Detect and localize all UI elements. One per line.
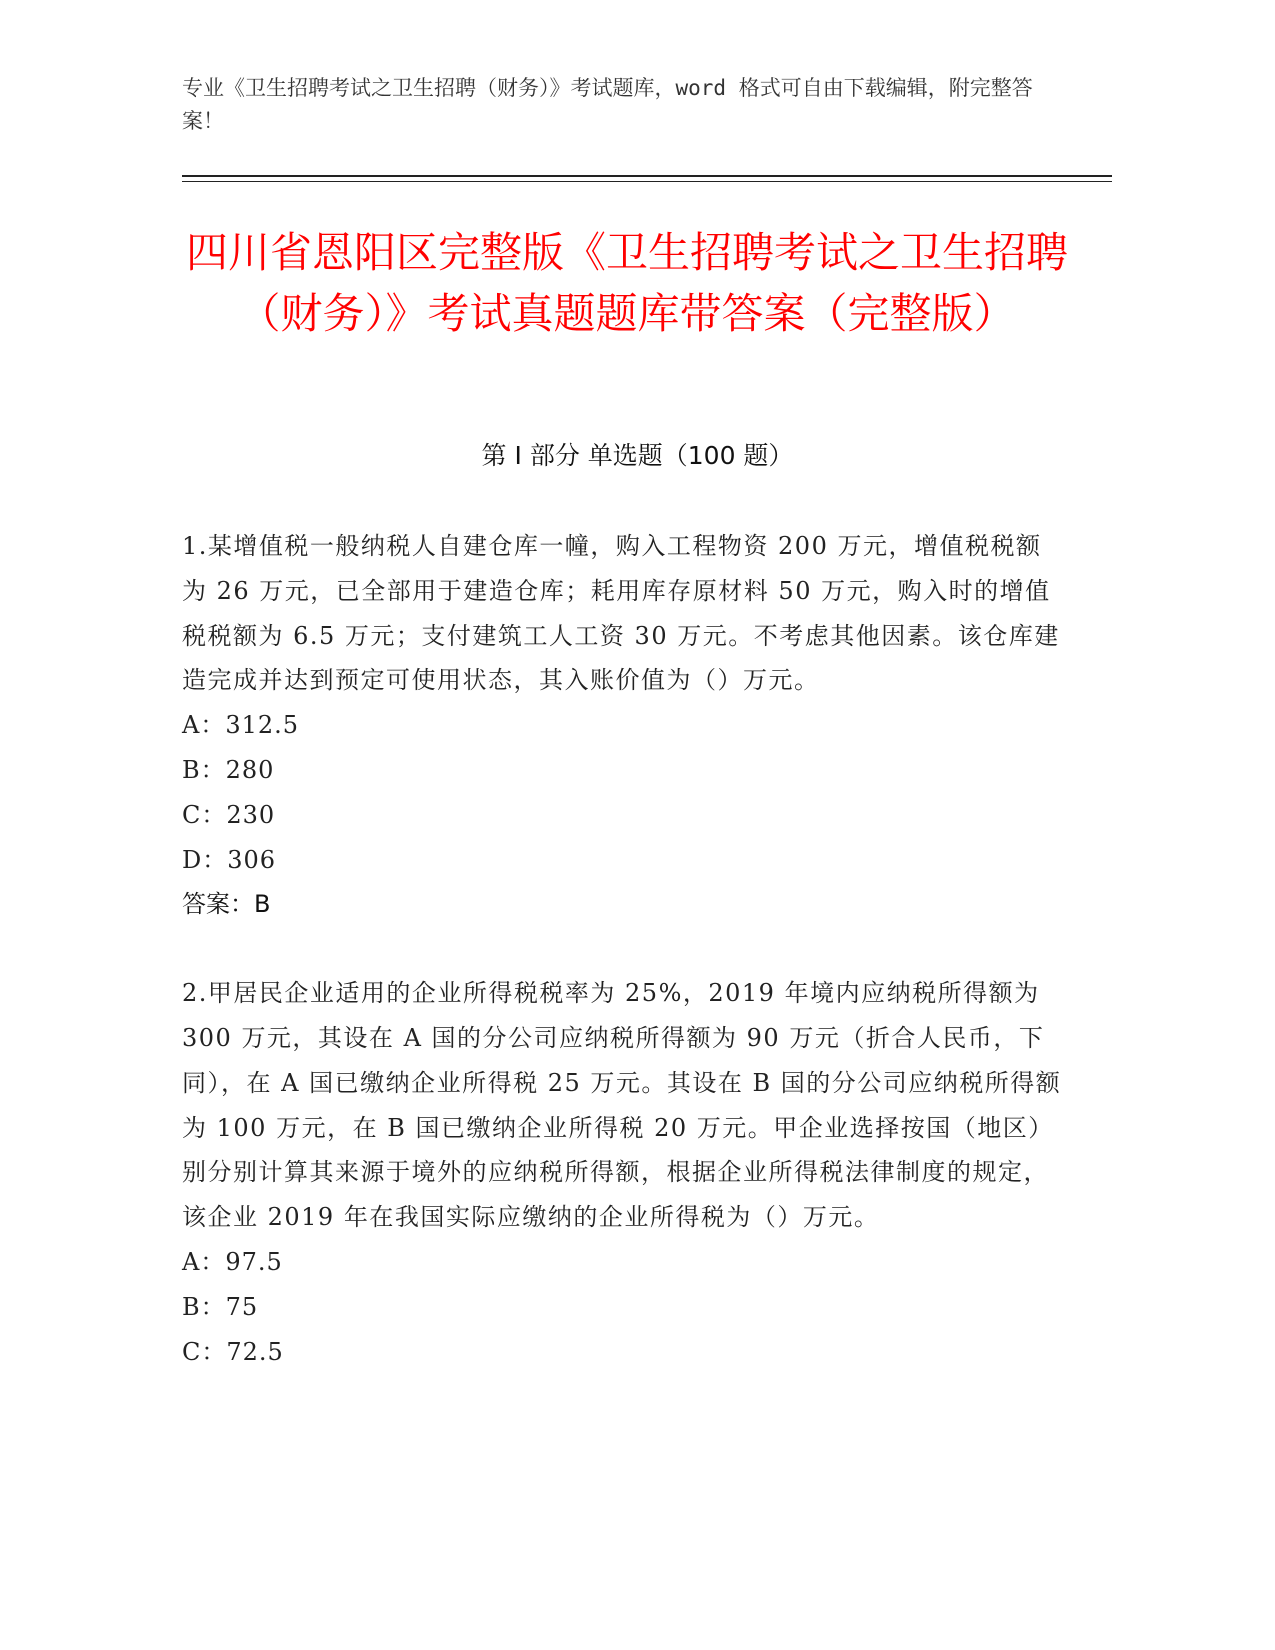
question-list <box>182 524 1062 1374</box>
option-c: C：230 <box>182 800 276 829</box>
option-b: B：280 <box>182 755 275 784</box>
header-note: 专业《卫生招聘考试之卫生招聘（财务）》考试题库，word 格式可自由下载编辑，附完整答案！ <box>182 76 1033 133</box>
question-item <box>182 971 1062 1374</box>
header-divider <box>182 175 1112 177</box>
option-c: C：72.5 <box>182 1337 284 1366</box>
header-divider-thin <box>182 181 1112 182</box>
option-b: B：75 <box>182 1292 259 1321</box>
question-answer: 答案：B <box>182 890 271 919</box>
option-a: A：97.5 <box>182 1247 283 1276</box>
question-item <box>182 524 1062 927</box>
section-title: 第 I 部分 单选题（100 题） <box>481 441 794 470</box>
document-title: 四川省恩阳区完整版《卫生招聘考试之卫生招聘（财务）》考试真题题库带答案（完整版） <box>185 228 1068 338</box>
option-d: D：306 <box>182 845 277 874</box>
question-stem: 1.某增值税一般纳税人自建仓库一幢，购入工程物资 200 万元，增值税税额为 26 万元，已全部用于建造仓库；耗用库存原材料 50 万元，购入时的增值税税额为 6.5 万元；支付建筑工人工资 30 万元。不考虑其他因素。该仓库建造完成并达到预定可使用状态，其入账价值为（）万元。 <box>182 532 1060 695</box>
question-stem: 2.甲居民企业适用的企业所得税税率为 25%，2019 年境内应纳税所得额为 300 万元，其设在 A 国的分公司应纳税所得额为 90 万元（折合人民币，下同），在 A 国已缴纳企业所得税 25 万元。其设在 B 国的分公司应纳税所得额为 100 万元，在 B 国已缴纳企业所得税 20 万元。甲企业选择按国（地区）别分别计算其来源于境外的应纳税所得额，根据企业所得税法律制度的规定，该企业 2019 年在我国实际应缴纳的企业所得税为（）万元。 <box>182 979 1062 1232</box>
option-a: A：312.5 <box>182 711 300 740</box>
question-spacer <box>182 927 1062 971</box>
